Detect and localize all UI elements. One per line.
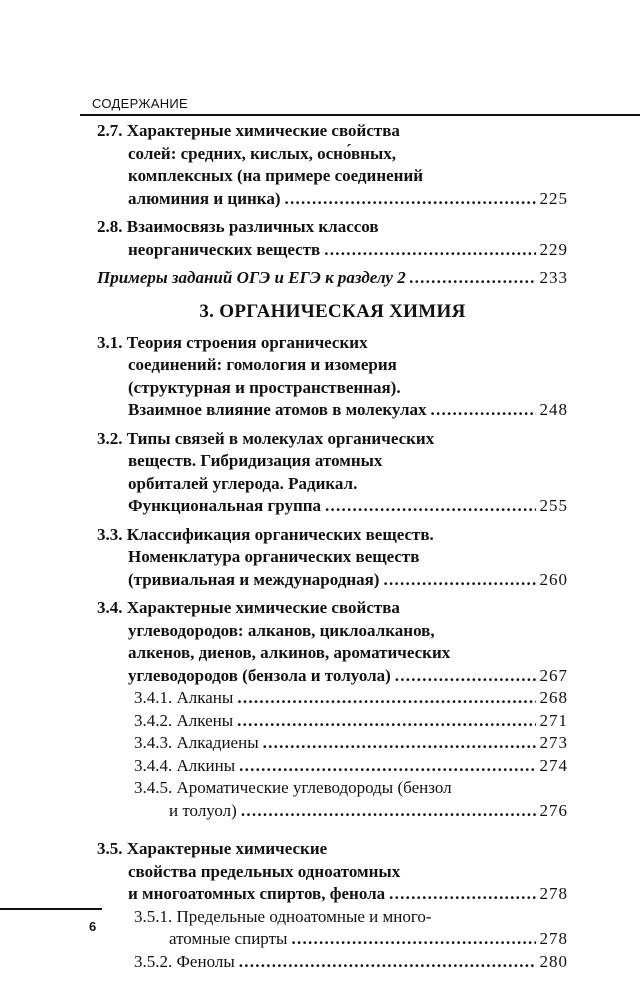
toc-entry-title-line: Номенклатура органических веществ bbox=[128, 547, 420, 566]
toc-subentry[interactable] bbox=[97, 755, 568, 778]
dot-leader bbox=[285, 188, 536, 211]
section-title: 3. ОРГАНИЧЕСКАЯ ХИМИЯ bbox=[199, 300, 466, 322]
dot-leader bbox=[383, 569, 535, 592]
page-reference: 267 bbox=[539, 665, 568, 685]
page-reference: 271 bbox=[539, 710, 568, 730]
toc-entry-title-line: 2.8. Взаимосвязь различных классов bbox=[97, 217, 379, 236]
toc-subentry[interactable]: 3.4.5. Ароматические углеводороды (бензол bbox=[134, 778, 452, 797]
toc-entry-leader-line bbox=[97, 267, 568, 290]
page-reference: 248 bbox=[539, 400, 568, 419]
toc-subentry-title: 3.5.2. Фенолы bbox=[134, 951, 235, 971]
toc-entry[interactable] bbox=[97, 332, 568, 422]
toc-subentry[interactable] bbox=[97, 951, 568, 974]
page-reference: 268 bbox=[539, 688, 568, 707]
toc-entry-title-line: и многоатомных спиртов, фенола bbox=[128, 884, 386, 903]
toc-subentry-leader-line bbox=[97, 800, 568, 823]
page-reference: 274 bbox=[539, 755, 568, 775]
toc-entry-title-line: комплексных (на примере соединений bbox=[128, 166, 424, 185]
toc-entry[interactable] bbox=[97, 838, 568, 973]
dot-leader bbox=[239, 951, 536, 974]
dot-leader bbox=[410, 267, 536, 290]
toc-entry[interactable] bbox=[97, 597, 568, 822]
dot-leader bbox=[395, 665, 536, 688]
toc-subentry[interactable] bbox=[97, 710, 568, 733]
toc-entry-title-line: 3.4. Характерные химические свойства bbox=[97, 598, 400, 617]
toc-entry-title-line: орбиталей углерода. Радикал. bbox=[128, 473, 358, 493]
page-reference: 225 bbox=[539, 188, 568, 208]
toc-entry[interactable] bbox=[97, 120, 568, 210]
toc-entry[interactable] bbox=[97, 524, 568, 592]
toc-entry-title-line: веществ. Гибридизация атомных bbox=[128, 451, 383, 470]
toc-entry-title-line: 2.7. Характерные химические свойства bbox=[97, 121, 400, 140]
toc-subentry-title: 3.4.3. Алкадиены bbox=[134, 733, 259, 752]
running-header: СОДЕРЖАНИЕ bbox=[92, 96, 189, 111]
toc-subentry-leader-line bbox=[97, 928, 568, 951]
toc-entry-title-line: алюминия и цинка) bbox=[128, 188, 281, 208]
toc-subentry[interactable]: 3.5.1. Предельные одноатомные и много- bbox=[134, 906, 432, 926]
toc-subentry-title: 3.4.2. Алкены bbox=[134, 710, 234, 730]
toc-subentry-title: 3.4.4. Алкины bbox=[134, 755, 236, 775]
toc-entry-title-line: 3.5. Характерные химические bbox=[97, 839, 328, 858]
toc-entry-title-line: 3.3. Классификация органических веществ. bbox=[97, 524, 434, 544]
toc-subentries bbox=[97, 906, 568, 974]
toc-subentry[interactable] bbox=[97, 687, 568, 710]
toc-entry-leader-line bbox=[97, 239, 568, 262]
toc-subentry-title: 3.4.1. Алканы bbox=[134, 688, 234, 707]
toc-entry-title-line: (тривиальная и международная) bbox=[128, 569, 380, 589]
toc-entry-leader-line bbox=[97, 665, 568, 688]
toc-entry-leader-line bbox=[97, 569, 568, 592]
toc-entry-title-line: неорганических веществ bbox=[128, 239, 321, 259]
header-rule bbox=[80, 114, 640, 116]
toc-entry-leader-line bbox=[97, 883, 568, 906]
dot-leader bbox=[389, 883, 535, 906]
page-number: 6 bbox=[89, 919, 97, 934]
toc-entry-title-line: соединений: гомология и изомерия bbox=[128, 355, 397, 374]
toc-entry-leader-line bbox=[97, 399, 568, 422]
dot-leader bbox=[241, 800, 536, 823]
dot-leader bbox=[237, 687, 535, 710]
page-reference: 260 bbox=[539, 569, 568, 589]
dot-leader bbox=[324, 239, 535, 262]
toc-entry-title-line: Функциональная группа bbox=[128, 496, 322, 515]
toc-entry-title-line: 3.2. Типы связей в молекулах органических bbox=[97, 428, 435, 448]
toc-entry-title-line: Взаимное влияние атомов в молекулах bbox=[128, 400, 427, 419]
page-reference: 278 bbox=[539, 884, 568, 903]
toc-entry-title-line: алкенов, диенов, алкинов, ароматических bbox=[128, 643, 451, 662]
page-reference: 273 bbox=[539, 733, 568, 752]
toc-entry-examples[interactable] bbox=[97, 267, 568, 290]
dot-leader bbox=[239, 755, 535, 778]
toc-entry-title-line: солей: средних, кислых, осно́вных, bbox=[128, 143, 396, 163]
dot-leader bbox=[263, 732, 536, 755]
toc-entry[interactable] bbox=[97, 428, 568, 518]
footer-rule bbox=[0, 908, 102, 910]
page-reference: 280 bbox=[539, 951, 568, 971]
toc-subentry-title: и толуол) bbox=[169, 800, 237, 820]
table-of-contents bbox=[97, 120, 568, 979]
toc-entry-title-line: свойства предельных одноатомных bbox=[128, 861, 401, 881]
toc-entry-title-line: углеводородов (бензола и толуола) bbox=[128, 665, 391, 685]
toc-entry-title-line: (структурная и пространственная). bbox=[128, 377, 401, 397]
page-reference: 229 bbox=[539, 239, 568, 259]
toc-entry-title-line: углеводородов: алканов, циклоалканов, bbox=[128, 620, 435, 640]
page-reference: 276 bbox=[539, 800, 568, 820]
dot-leader bbox=[237, 710, 535, 733]
spacer bbox=[97, 828, 568, 838]
toc-entry-leader-line bbox=[97, 188, 568, 211]
toc-subentry-title: атомные спирты bbox=[169, 929, 288, 948]
toc-subentry[interactable] bbox=[97, 732, 568, 755]
toc-entry-title-line: Примеры заданий ОГЭ и ЕГЭ к разделу 2 bbox=[97, 268, 406, 287]
toc-subentries bbox=[97, 687, 568, 822]
toc-entry[interactable] bbox=[97, 216, 568, 261]
toc-entry-leader-line bbox=[97, 495, 568, 518]
dot-leader bbox=[431, 399, 536, 422]
page-reference: 233 bbox=[539, 268, 568, 287]
dot-leader bbox=[325, 495, 535, 518]
dot-leader bbox=[291, 928, 535, 951]
page-reference: 278 bbox=[539, 929, 568, 948]
toc-entry-title-line: 3.1. Теория строения органических bbox=[97, 332, 368, 352]
page-reference: 255 bbox=[539, 496, 568, 515]
